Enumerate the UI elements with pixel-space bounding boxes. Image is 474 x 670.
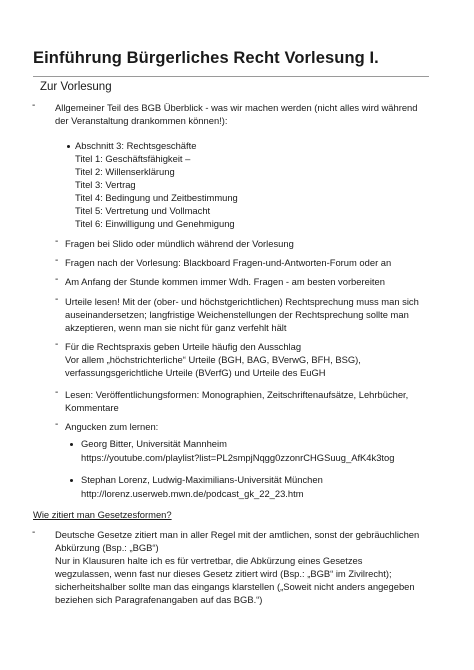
item-5-line-3: akzeptieren, wenn man sie nicht für ganz verfehlt hält xyxy=(65,322,287,333)
dash-marker: - xyxy=(32,527,36,538)
dash-marker: - xyxy=(55,294,59,305)
sub-list-line-4: Titel 3: Vertrag xyxy=(75,179,136,190)
item-6-line-2: Vor allem „höchstrichterliche“ Urteile (BGH, BAG, BVerwG, BFH, BSG), xyxy=(65,354,361,365)
item-9-line-1: Deutsche Gesetze zitiert man in aller Regel mit der amtlichen, sonst der gebräuchlichen xyxy=(55,529,420,540)
item-2: Fragen bei Slido oder mündlich während der Vorlesung xyxy=(65,238,294,249)
sub-list-line-7: Titel 6: Einwilligung und Genehmigung xyxy=(75,218,235,229)
dash-marker: - xyxy=(55,274,59,285)
item-9-line-5: sicherheitshalber sollte man das eingangs klarstellen („Soweit nicht anders angegeben xyxy=(55,581,415,592)
bullet-dot xyxy=(70,443,73,446)
item-6-line-3: verfassungsgerichtliche Urteile (BVerfG) und Urteile des EuGH xyxy=(65,367,326,378)
question-heading: Wie zitiert man Gesetzesformen? xyxy=(33,509,172,520)
item-7-line-1: Lesen: Veröffentlichungsformen: Monographien, Zeitschriftenaufsätze, Lehrbücher, xyxy=(65,389,409,400)
resource-bitter-link[interactable]: https://youtube.com/playlist?list=PL2smpjNqgg0zzonrCHGSuug_AfK4k3tog xyxy=(81,452,395,463)
sub-list-line-6: Titel 5: Vertretung und Vollmacht xyxy=(75,205,211,216)
item-4: Am Anfang der Stunde kommen immer Wdh. Fragen - am besten vorbereiten xyxy=(65,276,385,287)
item-9-line-3: Nur in Klausuren halte ich es für vertretbar, die Abkürzung eines Gesetzes xyxy=(55,555,363,566)
item-5-line-2: auseinandersetzen; langfristige Weichenstellungen der Rechtsprechung sollte man xyxy=(65,309,409,320)
resource-bitter-name: Georg Bitter, Universität Mannheim xyxy=(81,438,227,449)
dash-marker: - xyxy=(55,339,59,350)
sub-list-line-1: Abschnitt 3: Rechtsgeschäfte xyxy=(75,140,197,151)
dash-marker: - xyxy=(32,100,36,111)
sub-list-line-3: Titel 2: Willenserklärung xyxy=(75,166,175,177)
resource-lorenz-name: Stephan Lorenz, Ludwig-Maximilians-Universität München xyxy=(81,474,323,485)
item-9-line-6: beziehen sich Paragrafenangaben auf das BGB.“) xyxy=(55,594,263,605)
bullet-dot xyxy=(67,145,70,148)
item-1-line-2: der Veranstaltung drankommen können!): xyxy=(55,115,228,126)
item-6-line-1: Für die Rechtspraxis geben Urteile häufig den Ausschlag xyxy=(65,341,302,352)
item-7-line-2: Kommentare xyxy=(65,402,119,413)
title-divider xyxy=(33,76,429,77)
item-5-line-1: Urteile lesen! Mit der (ober- und höchstgerichtlichen) Rechtsprechung muss man sich xyxy=(65,296,419,307)
item-1-line-1: Allgemeiner Teil des BGB Überblick - was wir machen werden (nicht alles wird während xyxy=(55,102,418,113)
sub-list-line-5: Titel 4: Bedingung und Zeitbestimmung xyxy=(75,192,238,203)
dash-marker: - xyxy=(55,419,59,430)
dash-marker: - xyxy=(55,236,59,247)
document-title: Einführung Bürgerliches Recht Vorlesung I. xyxy=(33,49,379,67)
section-heading: Zur Vorlesung xyxy=(40,81,112,93)
item-9-line-2: Abkürzung (Bsp.: „BGB“) xyxy=(55,542,159,553)
dash-marker: - xyxy=(55,255,59,266)
item-9-line-4: wegzulassen, wenn fast nur dieses Gesetz zitiert wird (Bsp.: „BGB“ im Zivilrecht); xyxy=(55,568,392,579)
sub-list-line-2: Titel 1: Geschäftsfähigkeit – xyxy=(75,153,191,164)
item-8: Angucken zum lernen: xyxy=(65,421,159,432)
bullet-dot xyxy=(70,479,73,482)
dash-marker: - xyxy=(55,387,59,398)
item-3: Fragen nach der Vorlesung: Blackboard Fragen-und-Antworten-Forum oder an xyxy=(65,257,392,268)
resource-lorenz-link[interactable]: http://lorenz.userweb.mwn.de/podcast_gk_22_23.htm xyxy=(81,488,304,499)
